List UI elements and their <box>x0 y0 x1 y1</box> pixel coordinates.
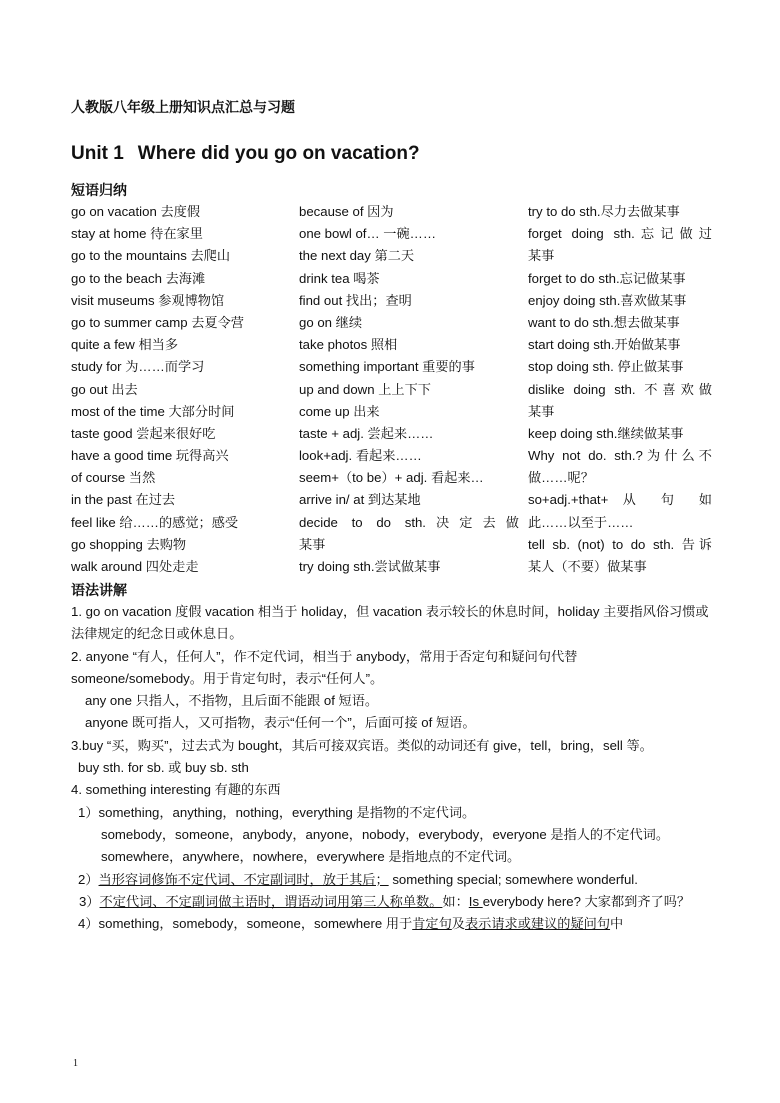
grammar-point-4-3-example: everybody here? 大家都到齐了吗？ <box>482 893 691 909</box>
grammar-point-4-4-b: 及 <box>451 916 465 932</box>
grammar-point-3: 3.buy “买，购买”，过去式为 bought，其后可接双宾语。类似的动词还有 give，tell，bring，sell 等。 <box>71 737 653 753</box>
phrase: dislike doing sth. 不喜欢做 <box>528 381 712 397</box>
unit-label: Unit 1 <box>71 143 124 164</box>
phrase: 此……以至于…… <box>528 514 634 530</box>
phrase: look+adj. 看起来…… <box>299 448 422 464</box>
phrase: taste good 尝起来很好吃 <box>71 425 216 441</box>
phrase: go to summer camp 去夏令营 <box>71 314 244 330</box>
phrases-heading: 短语归纳 <box>71 182 127 198</box>
grammar-point-4-3-rule: 不定代词、不定副词做主语时，谓语动词用第三人称单数。 <box>99 893 443 909</box>
phrase: stay at home 待在家里 <box>71 226 203 242</box>
phrase: of course 当然 <box>71 470 156 486</box>
grammar-point-4-4 <box>71 913 711 935</box>
grammar-point-4-2 <box>71 869 711 891</box>
phrase: arrive in/ at 到达某地 <box>299 492 421 508</box>
phrase: go to the beach 去海滩 <box>71 270 206 286</box>
page-number: 1 <box>73 1058 78 1069</box>
phrase: walk around 四处走走 <box>71 559 199 574</box>
phrase: the next day 第二天 <box>299 248 415 264</box>
phrase: 做……呢？ <box>528 470 594 486</box>
phrase: try to do sth.尽力去做某事 <box>528 204 680 219</box>
grammar-point-4-3-is: Is <box>468 893 483 909</box>
phrase: quite a few 相当多 <box>71 337 179 353</box>
phrase: tell sb. (not) to do sth. 告诉 <box>528 536 712 552</box>
phrase: keep doing sth.继续做某事 <box>528 425 684 441</box>
grammar-point-4-4-a: 4）something，somebody，someone，somewhere 用于 <box>78 916 413 932</box>
grammar-point-4-4-u1: 肯定句 <box>412 916 452 932</box>
phrase: 某事 <box>299 536 326 552</box>
phrase: forget doing sth.忘记做过 <box>528 226 712 242</box>
phrase: have a good time 玩得高兴 <box>71 448 229 464</box>
grammar-section <box>71 601 711 935</box>
grammar-point-4-4-c: 中 <box>610 916 624 932</box>
phrase: want to do sth.想去做某事 <box>528 314 680 330</box>
phrase: forget to do sth.忘记做某事 <box>528 270 686 286</box>
phrase: most of the time 大部分时间 <box>71 403 235 419</box>
phrase: in the past 在过去 <box>71 492 176 508</box>
phrase: feel like 给……的感觉；感受 <box>71 514 239 530</box>
phrase: go shopping 去购物 <box>71 536 187 552</box>
phrase: go on 继续 <box>299 314 363 330</box>
phrase: go out 出去 <box>71 381 138 397</box>
grammar-point-4-3-mid: 如： <box>442 893 469 909</box>
phrase: taste + adj. 尝起来…… <box>299 425 434 441</box>
grammar-point-4: 4. something interesting 有趣的东西 <box>71 782 281 798</box>
phrase: stop doing sth. 停止做某事 <box>528 359 684 375</box>
grammar-point-4-1b: somebody，someone，anybody，anyone，nobody，everybody，everyone 是指人的不定代词。 <box>101 826 670 842</box>
grammar-point-2b: anyone 既可指人，又可指物，表示“任何一个”，后面可接 of 短语。 <box>85 715 476 731</box>
grammar-point-4-1c: somewhere，anywhere，nowhere，everywhere 是指地点的不定代词。 <box>101 849 521 865</box>
phrase: take photos 照相 <box>299 337 398 353</box>
unit-title: Where did you go on vacation? <box>137 143 420 164</box>
grammar-point-3a: buy sth. for sb. 或 buy sb. sth <box>78 760 249 776</box>
phrases-column-2 <box>299 201 519 578</box>
grammar-point-4-3 <box>71 891 711 913</box>
phrase: up and down 上上下下 <box>299 381 431 397</box>
grammar-point-4-4-u2: 表示请求或建议的疑问句 <box>464 916 611 932</box>
phrases-column-1 <box>71 201 286 578</box>
phrase: start doing sth.开始做某事 <box>528 337 681 353</box>
phrase: seem+（to be）+ adj. 看起来… <box>299 470 484 486</box>
phrase: because of 因为 <box>299 204 394 219</box>
phrase: go on vacation 去度假 <box>71 204 201 219</box>
phrase: drink tea 喝茶 <box>299 270 380 286</box>
grammar-point-4-1: 1）something，anything，nothing，everything 是指物的不定代词。 <box>78 804 476 820</box>
grammar-point-4-2-example: something special; somewhere wonderful. <box>388 871 638 887</box>
document-title: 人教版八年级上册知识点汇总与习题 <box>71 99 295 115</box>
phrase: go to the mountains 去爬山 <box>71 248 231 264</box>
phrase: so+adj.+that+ 从 句 如 <box>528 492 712 508</box>
grammar-point-2: 2. anyone “有人，任何人”，作不定代词，相当于 anybody，常用于否定句和疑问句代替 someone/somebody。用于肯定句时，表示“任何人”。 <box>71 648 578 686</box>
phrase: come up 出来 <box>299 403 380 419</box>
grammar-point-4-2-num: 2） <box>78 871 99 887</box>
phrase: Why not do. sth.?为什么不 <box>528 448 712 464</box>
phrase: 某事 <box>528 403 555 419</box>
unit-heading <box>71 143 420 165</box>
grammar-point-1: 1. go on vacation 度假 vacation 相当于 holiday，但 vacation 表示较长的休息时间，holiday 主要指风俗习惯或法律规定的纪念日或休息日。 <box>71 604 709 642</box>
phrase: something important 重要的事 <box>299 359 475 375</box>
phrase: 某人（不要）做某事 <box>528 559 647 574</box>
phrase: one bowl of… 一碗…… <box>299 226 437 242</box>
phrase: enjoy doing sth.喜欢做某事 <box>528 292 687 308</box>
grammar-heading: 语法讲解 <box>71 582 127 598</box>
grammar-point-4-3-num: 3） <box>79 893 100 909</box>
phrase: try doing sth.尝试做某事 <box>299 559 441 574</box>
phrase: visit museums 参观博物馆 <box>71 292 225 308</box>
phrase: 某事 <box>528 248 555 264</box>
phrase: find out 找出；查明 <box>299 292 412 308</box>
phrase: study for 为……而学习 <box>71 359 205 375</box>
grammar-point-4-2-rule: 当形容词修饰不定代词、不定副词时，放于其后； <box>98 871 389 887</box>
phrase: decide to do sth.决定去做 <box>299 514 519 530</box>
phrases-column-3 <box>528 201 712 578</box>
grammar-point-2a: any one 只指人，不指物，且后面不能跟 of 短语。 <box>85 693 379 709</box>
